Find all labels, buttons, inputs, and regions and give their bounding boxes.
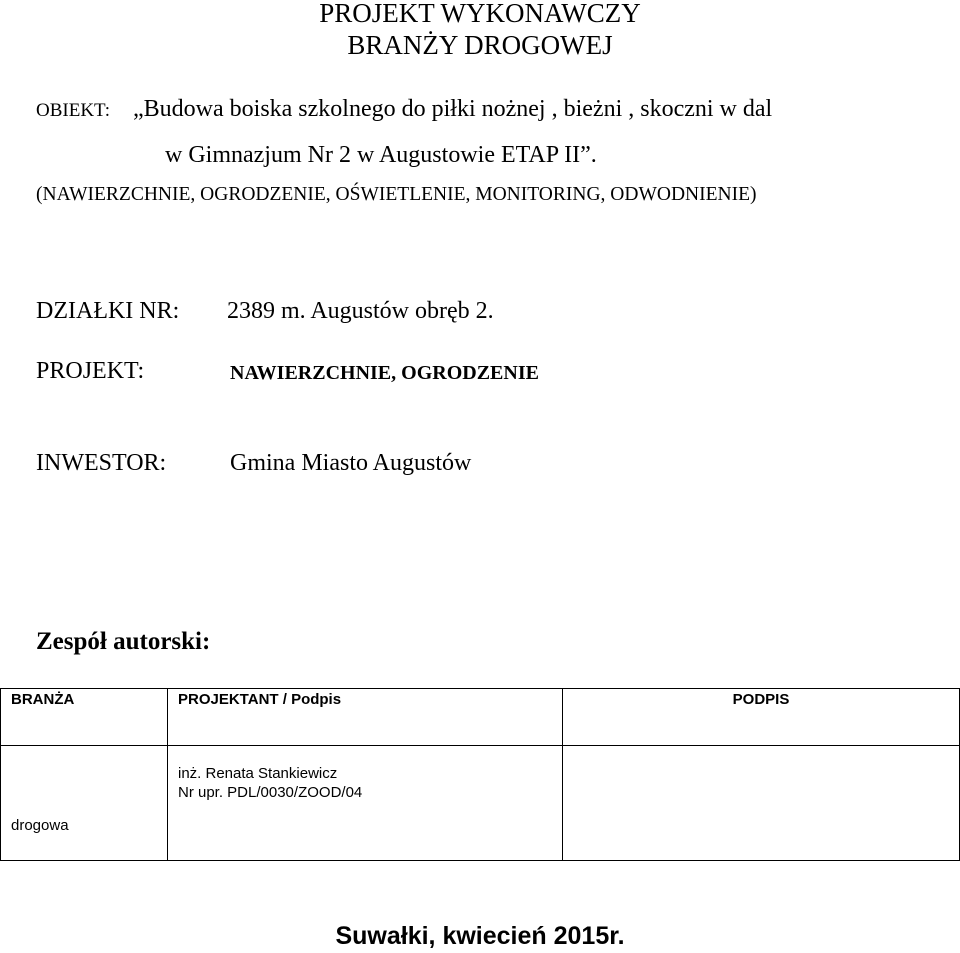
team-heading: Zespół autorski:: [36, 628, 211, 655]
cell-branza: drogowa: [1, 746, 168, 861]
cell-projektant: [168, 746, 563, 861]
table-row: [1, 746, 960, 861]
column-header-podpis: PODPIS: [563, 689, 960, 746]
place-date: Suwałki, kwiecień 2015r.: [335, 922, 625, 950]
title-line-2: BRANŻY DROGOWEJ: [347, 30, 613, 60]
cell-podpis: [563, 746, 960, 861]
obiekt-value-line-1: „Budowa boiska szkolnego do piłki nożnej , bieżni , skoczni w dal: [133, 96, 773, 122]
projekt-label: PROJEKT:: [36, 358, 145, 384]
authors-table: [0, 688, 960, 861]
column-header-projektant: PROJEKTANT / Podpis: [168, 689, 563, 746]
obiekt-label: OBIEKT:: [36, 100, 110, 121]
column-header-branza: BRANŻA: [1, 689, 168, 746]
title-line-1: PROJEKT WYKONAWCZY: [319, 0, 641, 28]
dzialki-value: 2389 m. Augustów obręb 2.: [227, 298, 494, 324]
projektant-license: Nr upr. PDL/0030/ZOOD/04: [178, 784, 363, 801]
authors-table-header: [1, 689, 960, 746]
inwestor-label: INWESTOR:: [36, 450, 167, 476]
obiekt-value-line-2: w Gimnazjum Nr 2 w Augustowie ETAP II”.: [165, 142, 597, 168]
inwestor-value: Gmina Miasto Augustów: [230, 450, 472, 476]
dzialki-label: DZIAŁKI NR:: [36, 298, 180, 324]
projektant-name: inż. Renata Stankiewicz: [178, 765, 338, 782]
projekt-value: NAWIERZCHNIE, OGRODZENIE: [230, 362, 539, 384]
obiekt-scope: (NAWIERZCHNIE, OGRODZENIE, OŚWIETLENIE, MONITORING, ODWODNIENIE): [36, 184, 757, 205]
